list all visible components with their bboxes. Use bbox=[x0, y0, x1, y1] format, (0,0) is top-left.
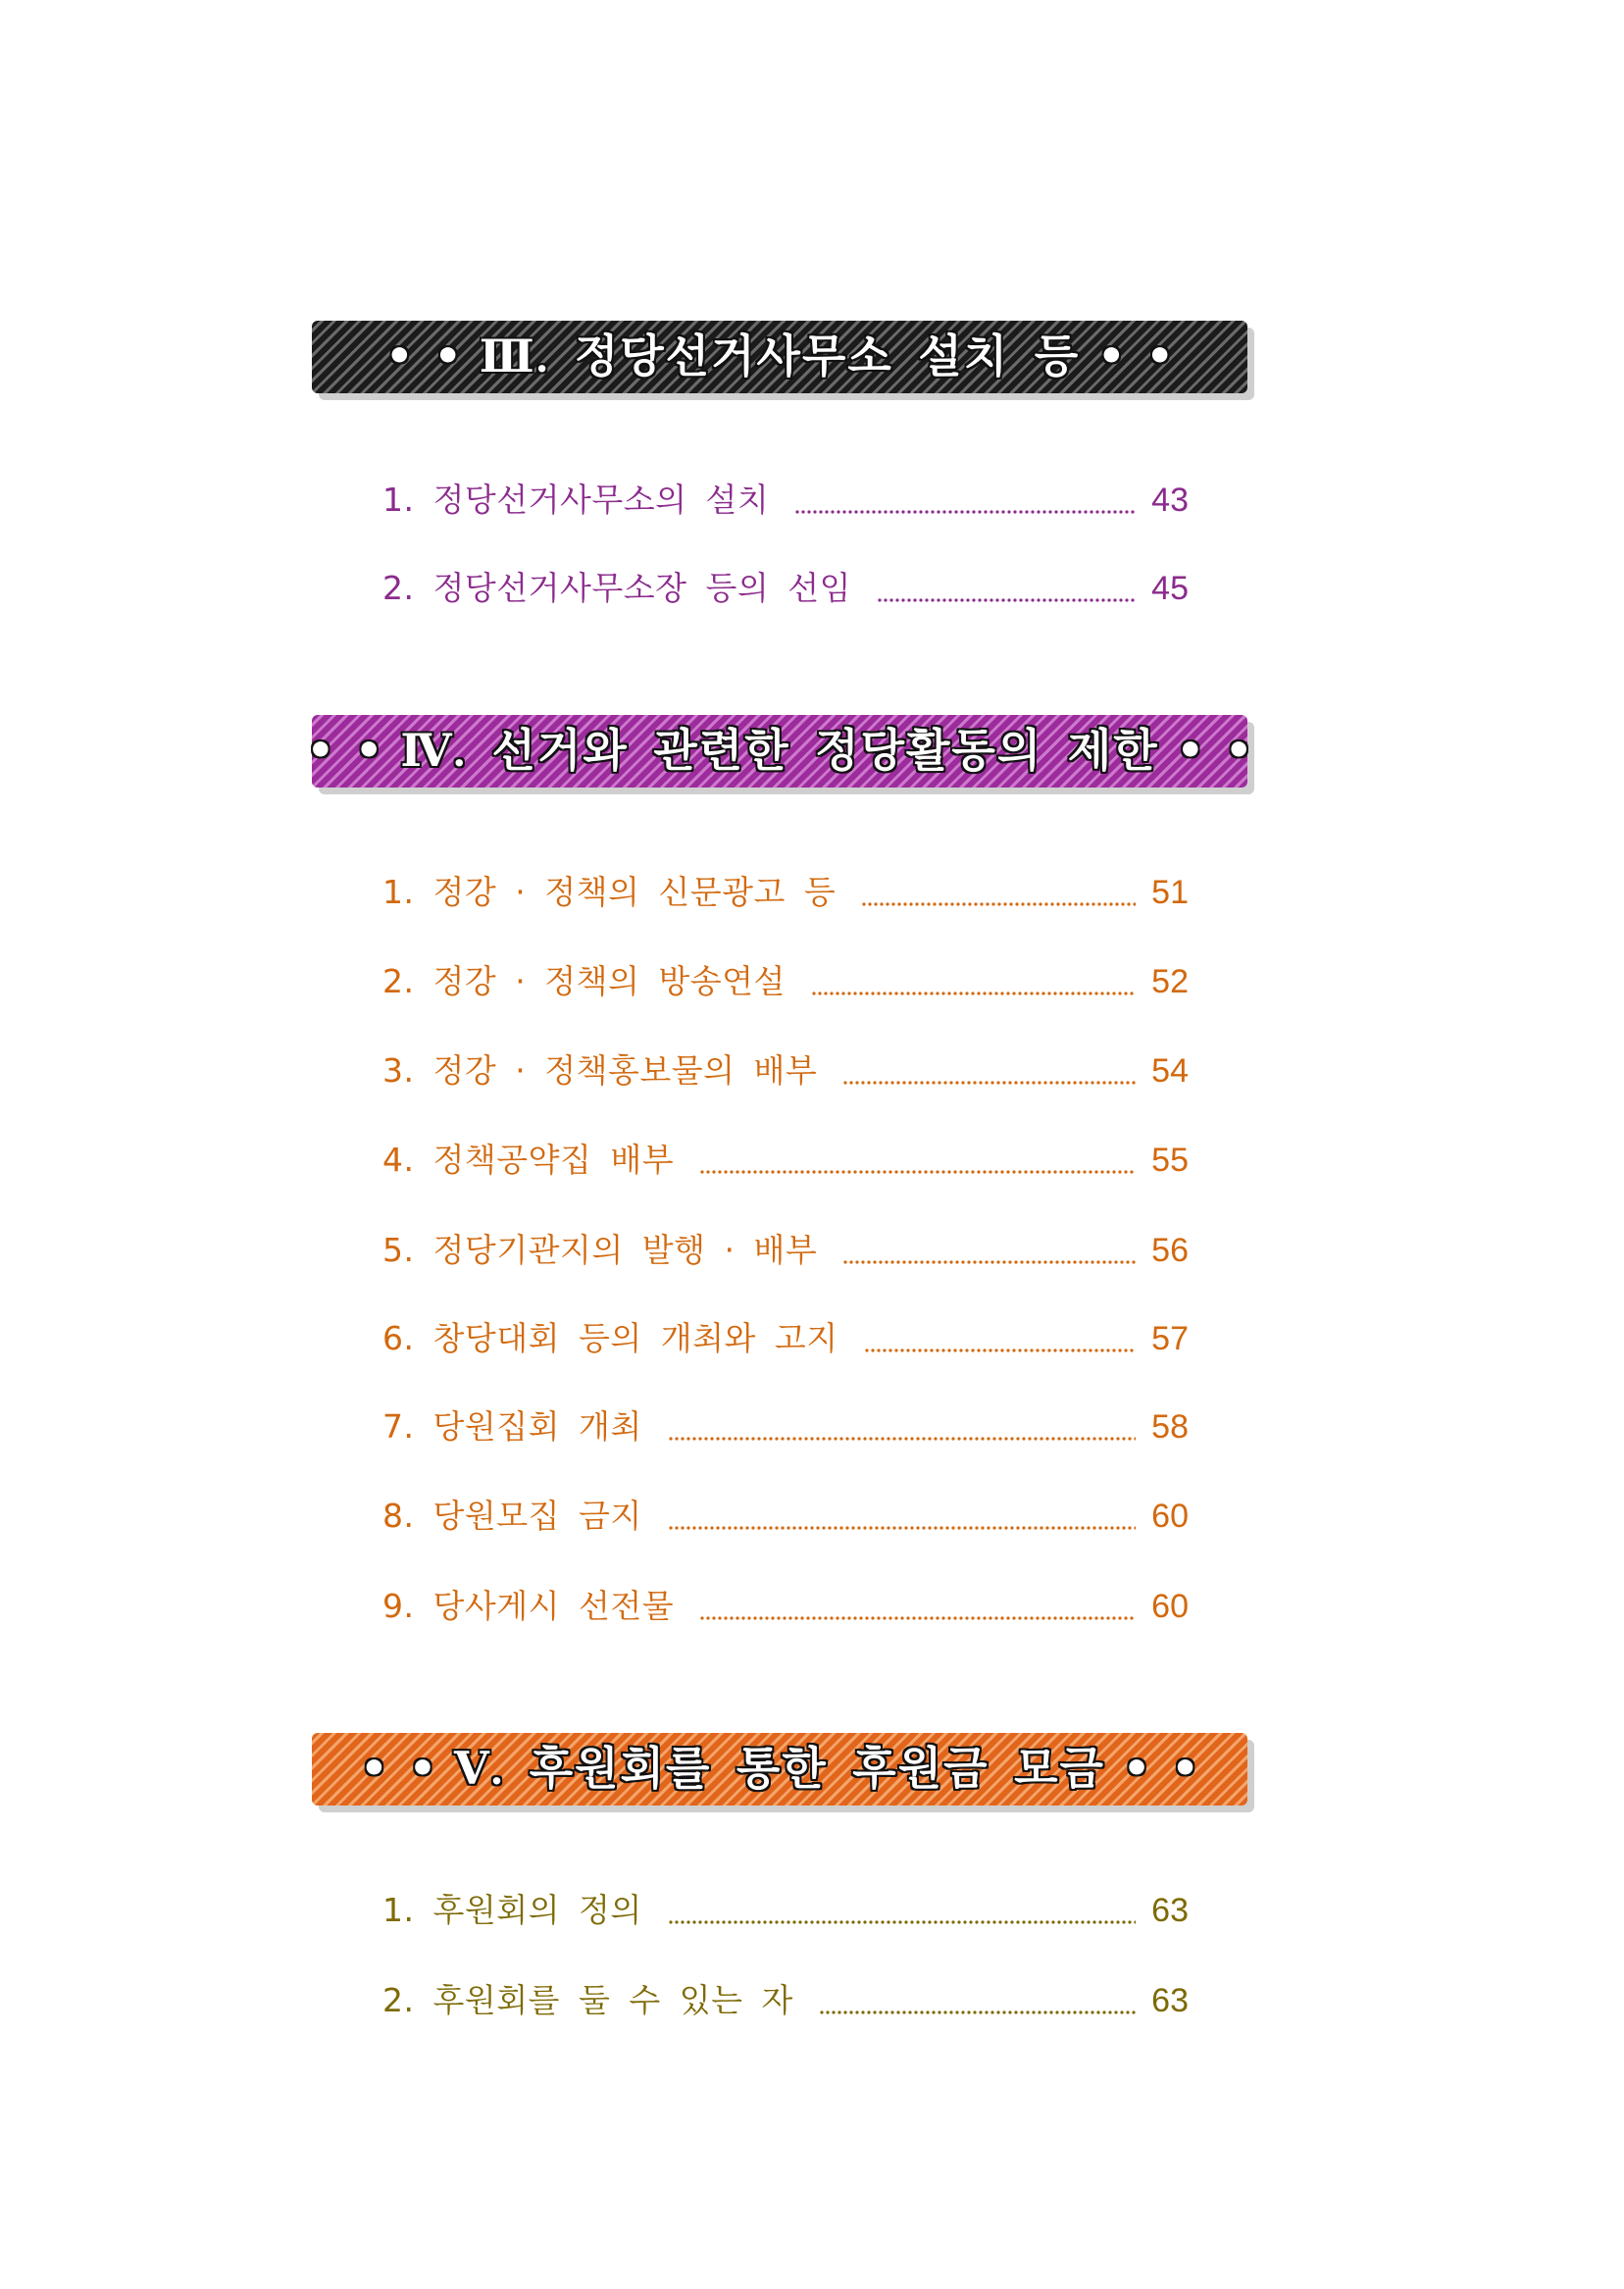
dot-leader bbox=[699, 1587, 1136, 1626]
section-title: Ⅳ. 선거와 관련한 정당활동의 제한 bbox=[400, 726, 1159, 776]
toc-page-number: 52 bbox=[1151, 963, 1189, 1000]
toc-entry bbox=[382, 569, 1189, 608]
toc-entry bbox=[382, 1981, 1189, 2020]
toc-page-number: 54 bbox=[1151, 1052, 1189, 1090]
bullet-decoration: • • bbox=[1097, 331, 1174, 382]
toc-entry-title: 6. 창당대회 등의 개최와 고지 bbox=[382, 1319, 838, 1357]
toc-entry bbox=[382, 873, 1189, 912]
toc-entry bbox=[382, 1497, 1189, 1536]
toc-entry bbox=[382, 1141, 1189, 1180]
toc-entry bbox=[382, 481, 1189, 520]
toc-entry bbox=[382, 1051, 1189, 1091]
toc-page-number: 58 bbox=[1151, 1408, 1189, 1446]
toc-entry-title: 2. 정강 · 정책의 방송연설 bbox=[382, 962, 786, 1000]
toc-page-number: 60 bbox=[1151, 1498, 1189, 1535]
dot-leader bbox=[699, 1141, 1136, 1180]
section-banner bbox=[312, 1733, 1247, 1806]
bullet-decoration: • • bbox=[306, 726, 383, 776]
toc-entry-title: 3. 정강 · 정책홍보물의 배부 bbox=[382, 1051, 818, 1090]
toc-page-number: 63 bbox=[1151, 1892, 1189, 1929]
toc-page-number: 51 bbox=[1151, 874, 1189, 911]
toc-entry-title: 1. 정강 · 정책의 신문광고 등 bbox=[382, 873, 837, 911]
toc-entry-title: 2. 후원회를 둘 수 있는 자 bbox=[382, 1981, 793, 2019]
dot-leader bbox=[794, 481, 1136, 520]
dot-leader bbox=[811, 962, 1136, 1001]
toc-entry-title: 8. 당원모집 금지 bbox=[382, 1497, 642, 1535]
toc-entry-title: 5. 정당기관지의 발행 · 배부 bbox=[382, 1231, 818, 1269]
toc-page-number: 63 bbox=[1151, 1982, 1189, 2019]
bullet-decoration: • • bbox=[385, 331, 462, 382]
toc-entry bbox=[382, 1891, 1189, 1930]
toc-page-number: 55 bbox=[1151, 1142, 1189, 1179]
dot-leader bbox=[668, 1497, 1136, 1536]
toc-entry-title: 4. 정책공약집 배부 bbox=[382, 1141, 675, 1179]
toc-page-number: 60 bbox=[1151, 1588, 1189, 1625]
section-title: Ⅴ. 후원회를 통한 후원금 모금 bbox=[454, 1744, 1105, 1794]
toc-entry bbox=[382, 962, 1189, 1001]
dot-leader bbox=[819, 1981, 1136, 2020]
section-title: Ⅲ. 정당선거사무소 설치 등 bbox=[479, 331, 1081, 382]
toc-entry bbox=[382, 1407, 1189, 1447]
toc-entry-title: 1. 정당선거사무소의 설치 bbox=[382, 481, 770, 519]
toc-entry-title: 1. 후원회의 정의 bbox=[382, 1891, 642, 1929]
dot-leader bbox=[668, 1891, 1136, 1930]
section-banner bbox=[306, 715, 1253, 788]
bullet-decoration: • • bbox=[1123, 1744, 1199, 1794]
section-banner bbox=[312, 321, 1247, 393]
toc-page-number: 56 bbox=[1151, 1232, 1189, 1269]
toc-entry-title: 7. 당원집회 개최 bbox=[382, 1407, 642, 1446]
dot-leader bbox=[877, 569, 1136, 608]
toc-entry-title: 2. 정당선거사무소장 등의 선임 bbox=[382, 569, 851, 607]
dot-leader bbox=[842, 1231, 1136, 1270]
dot-leader bbox=[668, 1407, 1136, 1447]
bullet-decoration: • • bbox=[1176, 726, 1253, 776]
toc-entry-title: 9. 당사게시 선전물 bbox=[382, 1587, 675, 1625]
toc-page-number: 43 bbox=[1151, 482, 1189, 519]
toc-page-number: 45 bbox=[1151, 570, 1189, 607]
toc-entry bbox=[382, 1319, 1189, 1358]
dot-leader bbox=[842, 1051, 1136, 1091]
toc-entry bbox=[382, 1587, 1189, 1626]
dot-leader bbox=[861, 873, 1136, 912]
toc-entry bbox=[382, 1231, 1189, 1270]
dot-leader bbox=[864, 1319, 1137, 1358]
bullet-decoration: • • bbox=[360, 1744, 436, 1794]
toc-page-number: 57 bbox=[1151, 1320, 1189, 1357]
